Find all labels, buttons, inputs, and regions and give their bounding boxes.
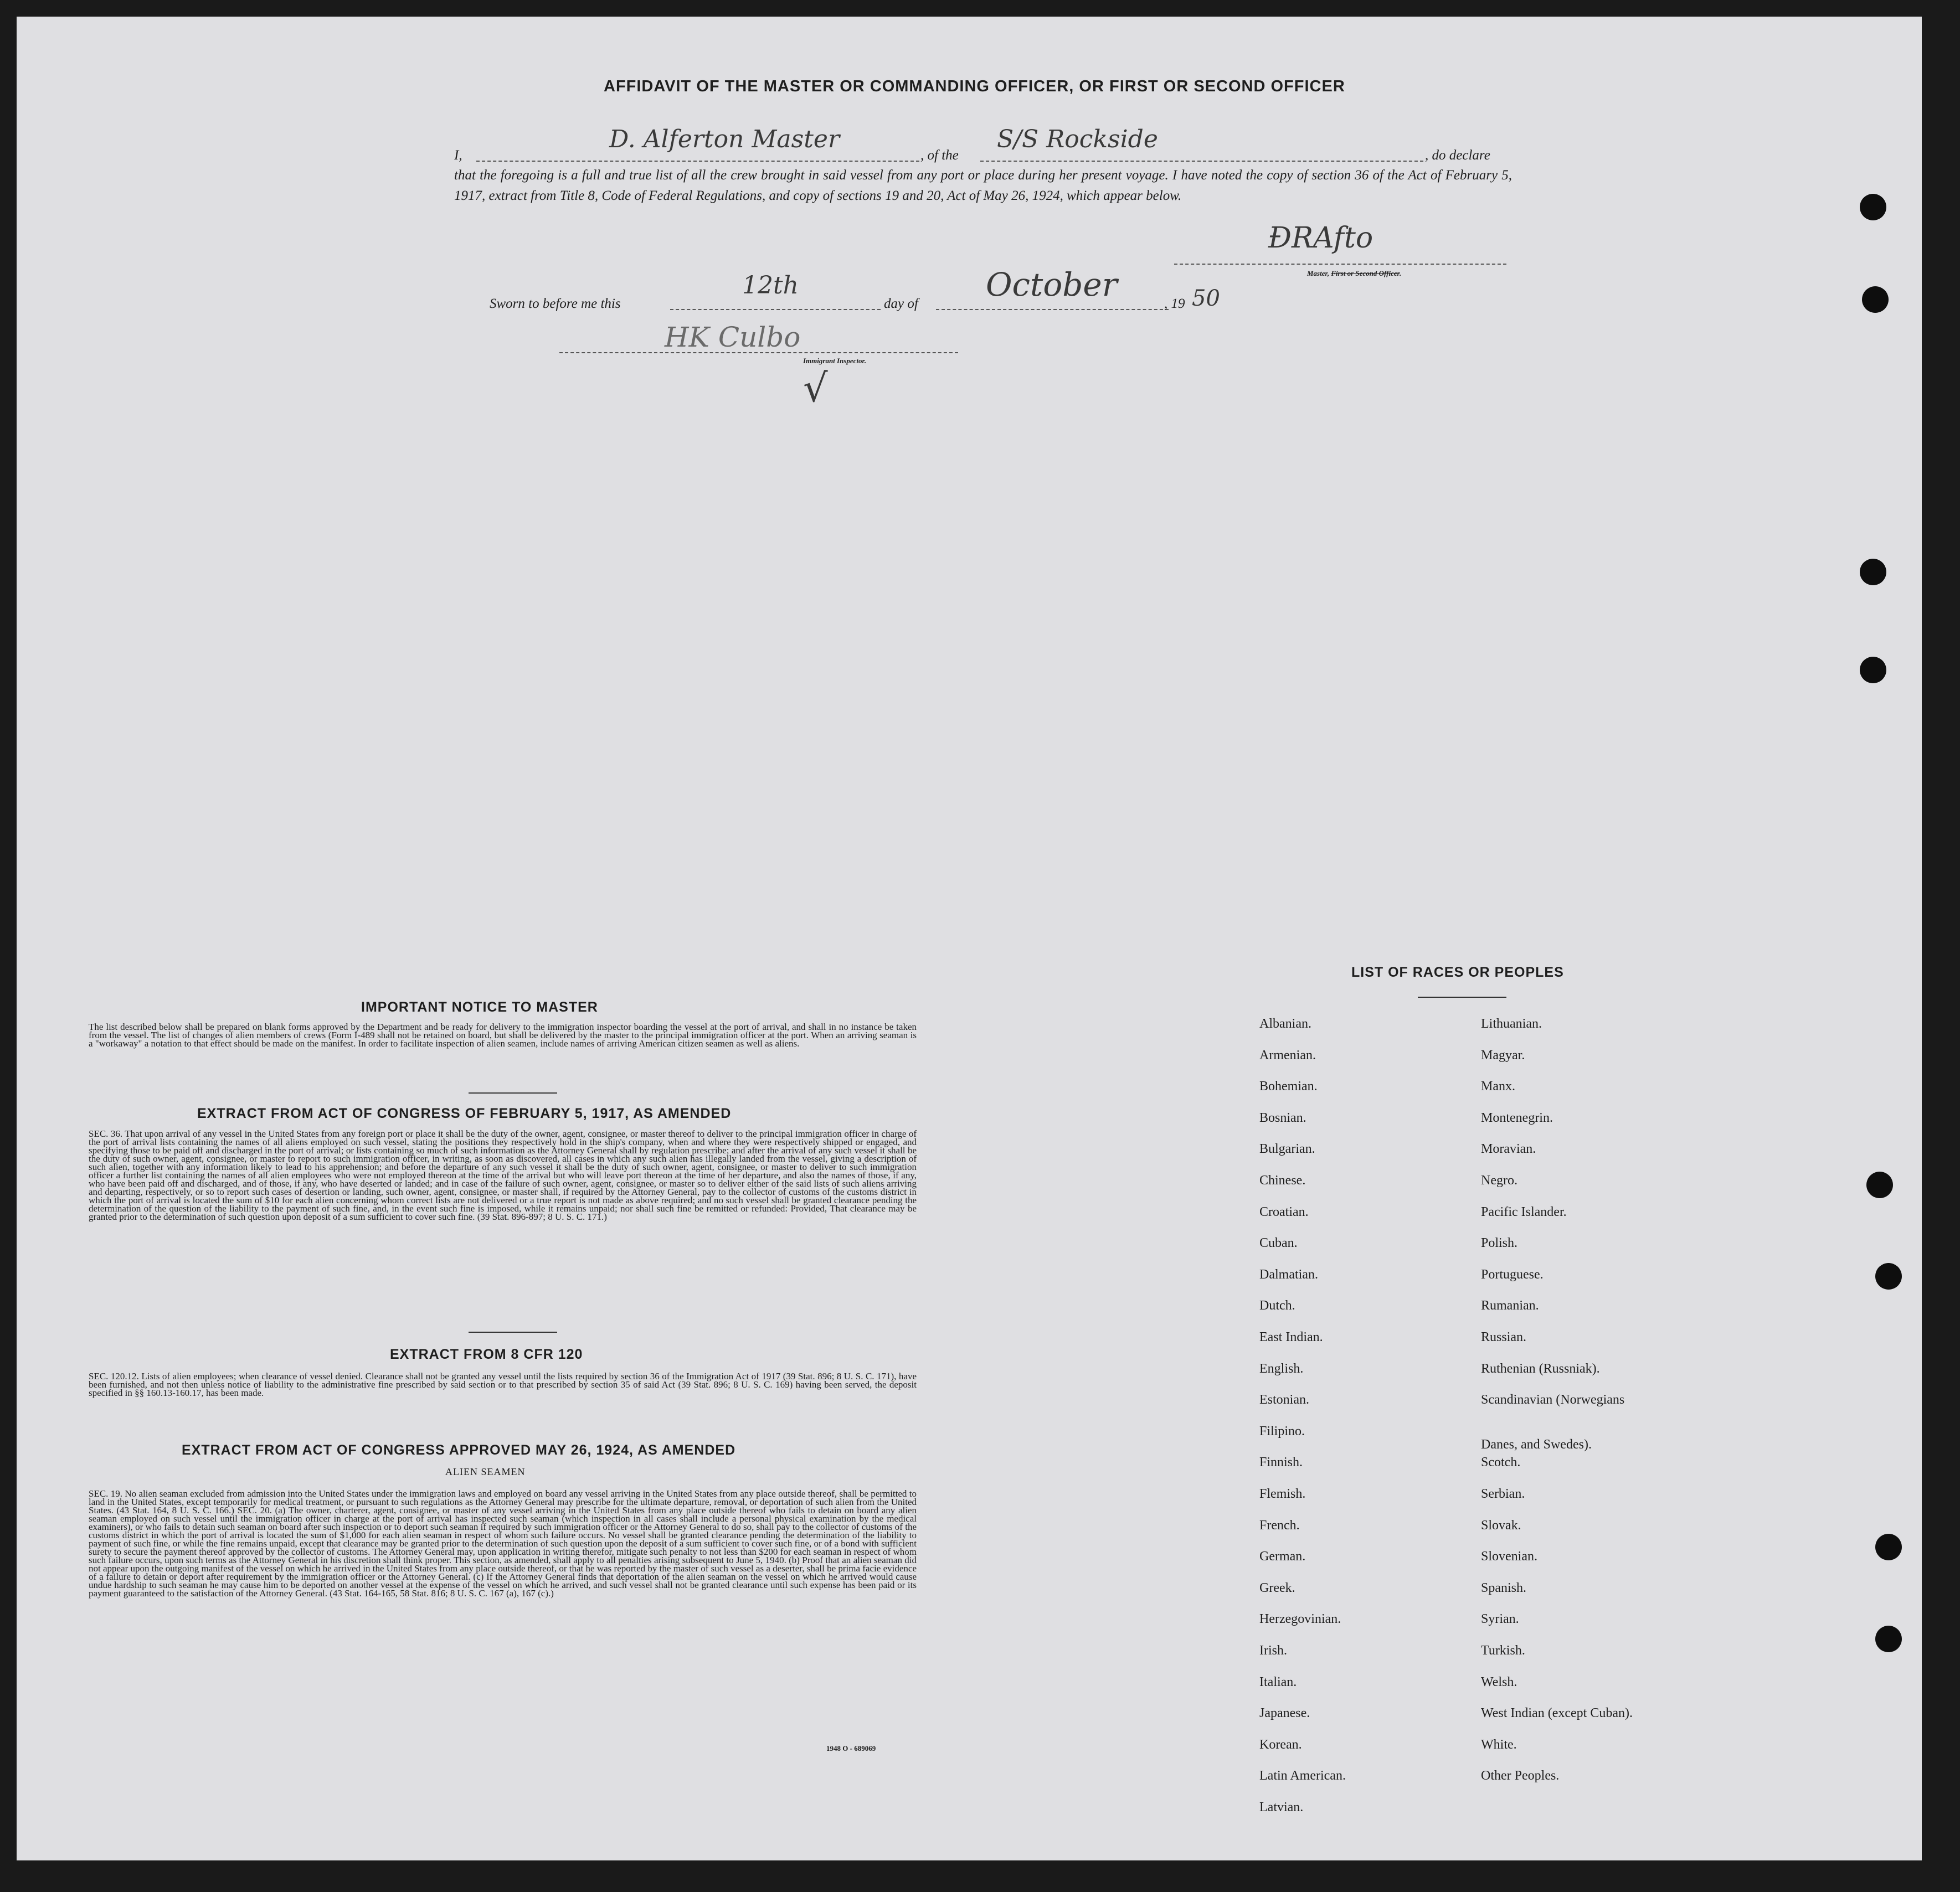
race-item: Dalmatian. <box>1259 1267 1318 1282</box>
race-item: West Indian (except Cuban). <box>1481 1706 1633 1720</box>
extract-cfr-body: SEC. 120.12. Lists of alien employees; when clearance of vessel denied. Clearance shall not be granted any vessel until the lists required by section 36 of the Immigration Act of 1917 (39 Stat. 896; 8 U. S. C. 171), have been furnished, and not then unless notice of liability to the administrative fine prescribed by said section or to that prescribed by section 35 of said Act (39 Stat. 896; 8 U. S. C. 169) having been served, the deposit specified in §§ 160.13-160.17, has been made. <box>89 1371 917 1398</box>
affidavit-title: AFFIDAVIT OF THE MASTER OR COMMANDING OFFICER, OR FIRST OR SECOND OFFICER <box>604 78 1345 95</box>
punch-hole <box>1860 194 1886 220</box>
race-item: Slovenian. <box>1481 1549 1537 1564</box>
race-item: Bosnian. <box>1259 1111 1306 1125</box>
check-mark: √ <box>803 365 828 411</box>
race-item: Pacific Islander. <box>1481 1205 1567 1219</box>
punch-hole <box>1860 657 1886 683</box>
race-item: Danes, and Swedes). <box>1481 1437 1592 1452</box>
name-line <box>476 161 919 162</box>
race-item: Moravian. <box>1481 1142 1536 1156</box>
handwritten-year: 50 <box>1192 286 1220 311</box>
day-of-label: day of <box>884 296 918 311</box>
punch-hole <box>1875 1534 1902 1560</box>
month-line <box>936 309 1169 310</box>
race-item: Armenian. <box>1259 1048 1316 1063</box>
punch-hole <box>1866 1172 1893 1198</box>
race-item: Italian. <box>1259 1675 1297 1689</box>
divider <box>1418 997 1506 998</box>
race-item: Herzegovinian. <box>1259 1612 1341 1626</box>
race-item: Japanese. <box>1259 1706 1310 1720</box>
of-the-label: , of the <box>920 148 959 163</box>
punch-hole <box>1875 1263 1902 1290</box>
race-item: Magyar. <box>1481 1048 1525 1063</box>
race-item: Lithuanian. <box>1481 1017 1542 1031</box>
race-item: Bohemian. <box>1259 1079 1318 1094</box>
race-item: Ruthenian (Russniak). <box>1481 1362 1600 1376</box>
race-item: Bulgarian. <box>1259 1142 1315 1156</box>
inspector-label: Immigrant Inspector. <box>803 357 867 365</box>
punch-hole <box>1875 1626 1902 1652</box>
race-item: Flemish. <box>1259 1487 1306 1501</box>
race-item: Negro. <box>1481 1173 1517 1188</box>
race-item: Spanish. <box>1481 1581 1527 1595</box>
extract-1924-title: EXTRACT FROM ACT OF CONGRESS APPROVED MAY 26, 1924, AS AMENDED <box>182 1442 736 1458</box>
race-item: Montenegrin. <box>1481 1111 1553 1125</box>
extract-cfr-title: EXTRACT FROM 8 CFR 120 <box>390 1347 583 1362</box>
sworn-label: Sworn to before me this <box>490 296 621 311</box>
race-item: Chinese. <box>1259 1173 1306 1188</box>
day-line <box>670 309 881 310</box>
role-master: Master, <box>1307 269 1331 277</box>
race-item: Latvian. <box>1259 1800 1304 1814</box>
role-suffix: . <box>1399 269 1402 277</box>
race-item: Greek. <box>1259 1581 1295 1595</box>
race-item: White. <box>1481 1738 1517 1752</box>
race-item: Other Peoples. <box>1481 1769 1560 1783</box>
race-item: Turkish. <box>1481 1643 1525 1658</box>
i-label: I, <box>454 148 462 163</box>
print-code: 1948 O - 689069 <box>826 1744 876 1752</box>
race-item: Croatian. <box>1259 1205 1309 1219</box>
vessel-line <box>980 161 1423 162</box>
race-item: Filipino. <box>1259 1424 1305 1439</box>
race-item: Manx. <box>1481 1079 1515 1094</box>
race-item: Polish. <box>1481 1236 1518 1250</box>
punch-hole <box>1862 286 1889 313</box>
race-item: Welsh. <box>1481 1675 1517 1689</box>
extract-1924-subtitle: ALIEN SEAMEN <box>445 1466 526 1477</box>
race-item: Estonian. <box>1259 1393 1309 1407</box>
race-item: Portuguese. <box>1481 1267 1544 1282</box>
declare-label: , do declare <box>1425 148 1490 163</box>
race-item: Cuban. <box>1259 1236 1298 1250</box>
race-item: Russian. <box>1481 1330 1527 1344</box>
handwritten-master-name: D. Alferton Master <box>609 125 840 153</box>
signature-line <box>1174 264 1506 265</box>
handwritten-month: October <box>986 266 1118 303</box>
race-item: Slovak. <box>1481 1518 1521 1533</box>
handwritten-day: 12th <box>742 271 799 300</box>
race-item: East Indian. <box>1259 1330 1323 1344</box>
race-item: English. <box>1259 1362 1304 1376</box>
race-item: German. <box>1259 1549 1306 1564</box>
race-item: Syrian. <box>1481 1612 1519 1626</box>
inspector-signature: HK Culbo <box>665 321 801 353</box>
race-item: Rumanian. <box>1481 1298 1539 1313</box>
race-item: French. <box>1259 1518 1300 1533</box>
inspector-line <box>559 352 958 353</box>
race-item: Scandinavian (Norwegians <box>1481 1393 1625 1407</box>
year-prefix: , 19 <box>1164 296 1185 311</box>
notice-title: IMPORTANT NOTICE TO MASTER <box>361 999 598 1015</box>
extract-1924-body: SEC. 19. No alien seaman excluded from admission into the United States under the immigration laws and employed on board any vessel arriving in the United States from any place outside thereof, shall be permitted to land in the United States, except temporarily for medical treatment, or pursuant to such regulations as the Attorney General may prescribe for the ultimate departure, removal, or deportation of such alien from the United States. (43 Stat. 164, 8 U. S. C. 166.) SEC. 20. (a) The owner, charterer, agent, consignee, or master of any vessel arriving in the United States from any place outside thereof who fails to detain on board any alien seaman employed on such vessel until the immigration officer in charge at the port of arrival has inspected such seaman (which inspection in all cases shall include a personal physical examination by the medical examiners), or who fails to detain such seaman on board after such inspection or to deport such seaman if required by such immigration officer or the Attorney General to do so, shall pay to the collector of customs of the customs district in which the port of arrival is located the sum of $1,000 for each alien seaman in respect of whom such failure occurs. No vessel shall be granted clearance pending the determination of the liability to payment of such fine, or while the fine remains unpaid, except that clearance may be granted prior to the determination of such question upon the deposit of a sum sufficient to cover such fine, or of a bond with sufficient surety to secure the payment thereof approved by the collector of customs. The Attorney General may, upon application in writing therefor, mitigate such penalty to not less than $200 for each seaman in respect of whom such failure occurs, upon such terms as the Attorney General in his discretion shall think proper. This section, as amended, shall apply to all penalties arising subsequent to June 5, 1940. (b) Proof that an alien seaman did not appear upon the outgoing manifest of the vessel on which he arrived in the United States from any place outside thereof, or that he was reported by the master of such vessel as a deserter, shall be prima facie evidence of a failure to detain or deport after requirement by the immigration officer or the Attorney General. (c) If the Attorney General finds that deportation of the alien seaman on the vessel on which he arrived would cause undue hardship to such seaman he may cause him to be deported on another vessel at the expense of the vessel on which he arrived, and such vessel shall not be granted clearance until such expense has been paid or its payment guaranteed to the satisfaction of the Attorney General. (43 Stat. 164-165, 58 Stat. 816; 8 U. S. C. 167 (a), 167 (c).) <box>89 1488 917 1599</box>
race-item: Irish. <box>1259 1643 1287 1658</box>
divider <box>469 1092 557 1094</box>
signature-role-label <box>1307 269 1401 278</box>
extract-1917-title: EXTRACT FROM ACT OF CONGRESS OF FEBRUARY 5, 1917, AS AMENDED <box>197 1106 732 1121</box>
race-item: Korean. <box>1259 1738 1302 1752</box>
role-struck: First or Second Officer <box>1331 269 1400 277</box>
race-item: Albanian. <box>1259 1017 1311 1031</box>
races-title: LIST OF RACES OR PEOPLES <box>1351 965 1564 980</box>
race-item: Serbian. <box>1481 1487 1525 1501</box>
punch-hole <box>1860 559 1886 585</box>
race-item: Scotch. <box>1481 1455 1521 1470</box>
divider <box>469 1332 557 1333</box>
race-item: Finnish. <box>1259 1455 1303 1470</box>
handwritten-vessel-name: S/S Rockside <box>997 125 1158 153</box>
affidavit-body: that the foregoing is a full and true list of all the crew brought in said vessel from any port or place during her present voyage. I have noted the copy of section 36 of the Act of February 5, 1917, extract from Title 8, Code of Federal Regulations, and copy of sections 19 and 20, Act of May 26, 1924, which appear below. <box>454 168 1512 203</box>
extract-1917-body: SEC. 36. That upon arrival of any vessel in the United States from any foreign port or place it shall be the duty of the owner, agent, consignee, or master thereof to deliver to the principal immigration officer in charge of the port of arrival lists containing the names of all aliens employed on such vessel, stating the positions they respectively hold in the ship's company, when and where they were respectively shipped or engaged, and specifying those to be paid off and discharged in the port of arrival; or lists containing so much of such information as the Attorney General shall by regulation prescribe; and after the arrival of any such vessel it shall be the duty of such owner, agent, consignee, or master to report to such immigration officer, in writing, as soon as discovered, all cases in which any such alien has illegally landed from the vessel, giving a description of such alien, together with any information likely to lead to his apprehension; and before the departure of any such vessel it shall be the duty of such owner, agent, consignee, or master to deliver to such immigration officer a further list containing the names of all alien employees who were not employed thereon at the time of the arrival but who will leave port thereon at the time of her departure, and also the names of those, if any, who have been paid off and discharged, and of those, if any, who have deserted or landed; and in case of the failure of such owner, agent, consignee, or master so to deliver either of the said lists of such aliens arriving and departing, respectively, or so to report such cases of desertion or landing, such owner, agent, consignee, or master shall, if required by the Attorney General, pay to the collector of customs of the customs district in which the port of arrival is located the sum of $10 for each alien concerning whom correct lists are not delivered or a true report is not made as above required; and no such vessel shall be granted clearance pending the determination of the question of the liability to the payment of such fine, and, in the event such fine is imposed, while it remains unpaid; nor shall such fine be remitted or refunded: Provided, That clearance may be granted prior to the determination of such question upon deposit of a sum sufficient to cover such fine. (39 Stat. 896-897; 8 U. S. C. 171.) <box>89 1128 917 1222</box>
race-item: Dutch. <box>1259 1298 1295 1313</box>
notice-body: The list described below shall be prepared on blank forms approved by the Department and be ready for delivery to the immigration inspector boarding the vessel at the port of arrival, and shall in no instance be taken from the vessel. The list of changes of alien members of crews (Form I-489 shall not be retained on board, but shall be delivered by the master to the principal immigration officer at the port. When an arriving seaman is a "workaway" a notation to that effect should be made on the manifest. In order to facilitate inspection of alien seamen, include names of arriving American citizen seamen as well as aliens. <box>89 1022 917 1049</box>
race-item: Latin American. <box>1259 1769 1346 1783</box>
master-signature: ƉRAfto <box>1268 221 1373 255</box>
